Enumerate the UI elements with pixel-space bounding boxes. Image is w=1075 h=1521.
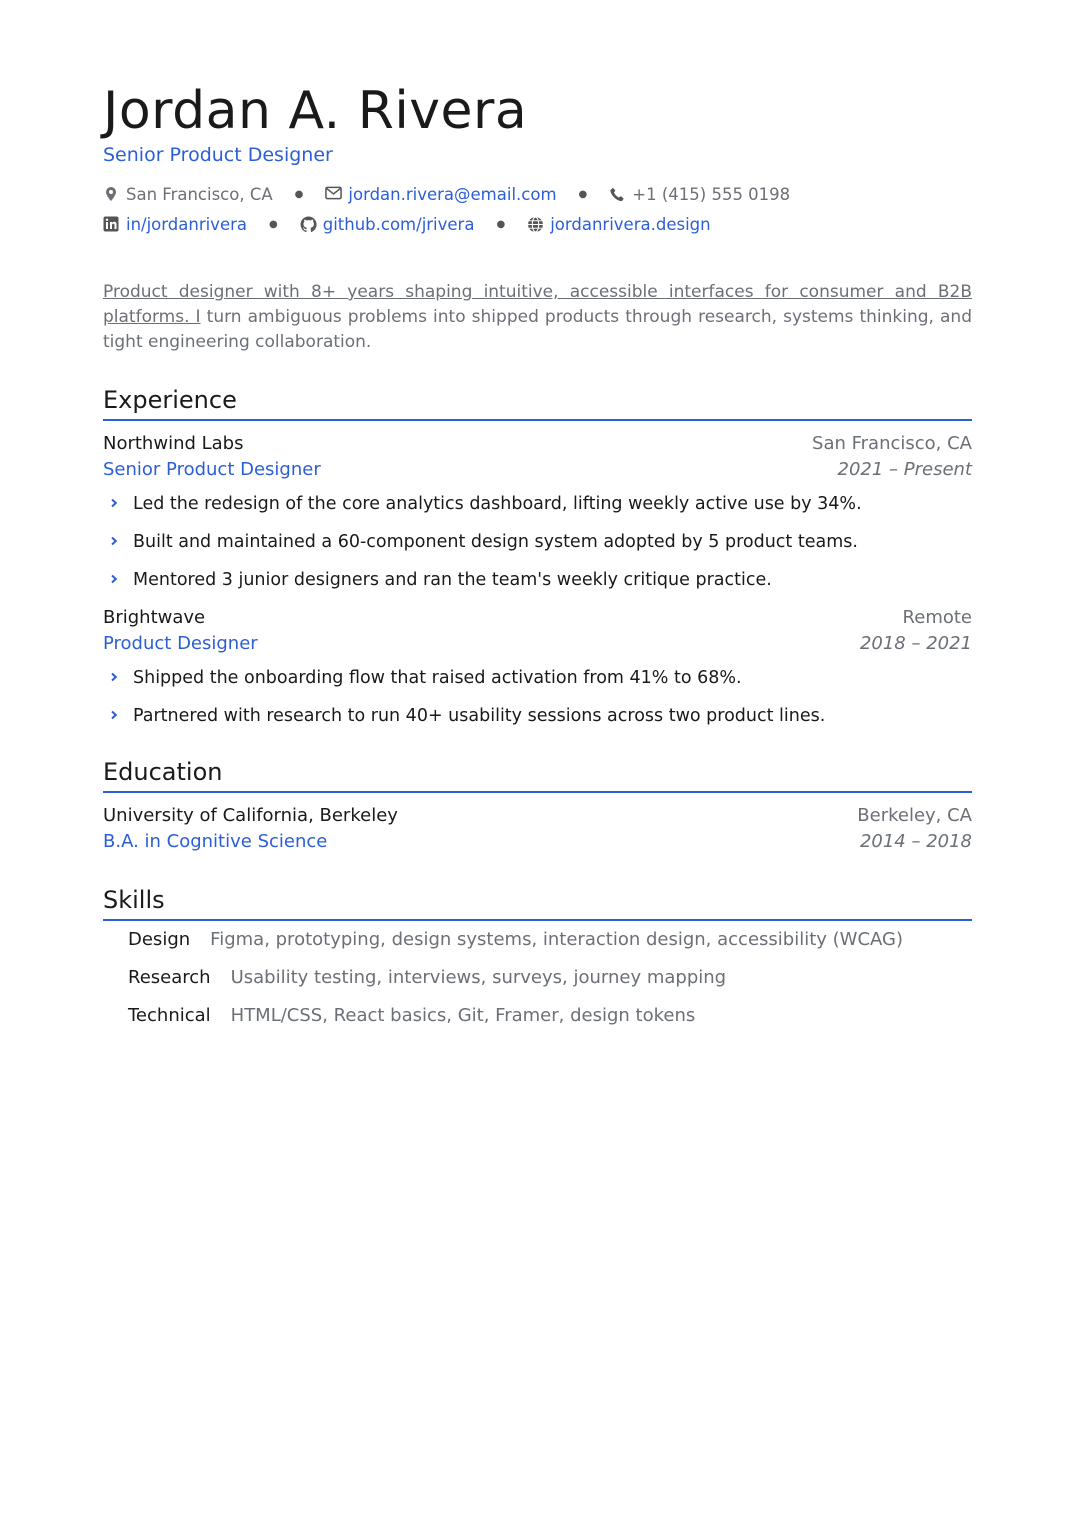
achievement-list <box>103 667 972 727</box>
candidate-name: Jordan A. Rivera <box>103 81 528 141</box>
chevron-right-icon <box>109 671 123 685</box>
achievement-list <box>103 493 972 591</box>
contact-row-links <box>103 210 972 238</box>
list-item: Led the redesign of the core analytics dashboard, lifting weekly active use by 34%. <box>103 493 972 515</box>
education-dates: 2014 – 2018 <box>859 831 972 852</box>
contact-phone <box>609 185 790 204</box>
summary-paragraph <box>103 280 972 355</box>
contact-github[interactable] <box>300 215 475 234</box>
company-name: Brightwave <box>103 607 206 628</box>
job-location: Remote <box>902 607 972 628</box>
phone-icon <box>609 186 626 203</box>
envelope-icon <box>325 186 342 203</box>
contact-location <box>103 185 273 204</box>
skill-row <box>128 927 972 953</box>
section-heading-skills: Skills <box>103 885 972 921</box>
job-dates: 2021 – Present <box>837 459 972 480</box>
contact-website[interactable] <box>527 215 710 234</box>
list-item: Mentored 3 junior designers and ran the team's weekly critique practice. <box>103 569 972 591</box>
github-link[interactable]: github.com/jrivera <box>322 214 475 234</box>
skill-category: Design <box>128 929 191 950</box>
skill-category: Research <box>128 967 211 988</box>
github-icon <box>300 216 317 233</box>
job-location: San Francisco, CA <box>812 433 972 454</box>
job-dates: 2018 – 2021 <box>859 633 972 654</box>
candidate-title: Senior Product Designer <box>103 144 333 166</box>
experience-entry <box>103 605 972 727</box>
resume-page <box>103 78 972 1029</box>
skill-row <box>128 1003 972 1029</box>
skill-items: Figma, prototyping, design systems, interaction design, accessibility (WCAG) <box>210 929 903 950</box>
contact-email[interactable] <box>325 185 556 204</box>
linkedin-icon <box>103 216 120 233</box>
skill-items: HTML/CSS, React basics, Git, Framer, design tokens <box>230 1005 696 1026</box>
job-role: Product Designer <box>103 633 258 654</box>
separator-dot: ● <box>269 218 278 230</box>
experience-entry <box>103 431 972 591</box>
chevron-right-icon <box>109 535 123 549</box>
list-item: Partnered with research to run 40+ usability sessions across two product lines. <box>103 705 972 727</box>
contact-linkedin[interactable] <box>103 215 247 234</box>
separator-dot: ● <box>578 188 588 200</box>
website-link[interactable]: jordanrivera.design <box>550 214 711 234</box>
school-location: Berkeley, CA <box>857 805 972 826</box>
email-link[interactable]: jordan.rivera@email.com <box>348 184 557 204</box>
separator-dot: ● <box>294 188 304 200</box>
chevron-right-icon <box>109 573 123 587</box>
chevron-right-icon <box>109 709 123 723</box>
globe-icon <box>527 216 544 233</box>
linkedin-link[interactable]: in/jordanrivera <box>126 214 247 234</box>
chevron-right-icon <box>109 497 123 511</box>
separator-dot: ● <box>496 218 506 230</box>
contact-row-primary <box>103 180 972 208</box>
list-item: Built and maintained a 60-component design system adopted by 5 product teams. <box>103 531 972 553</box>
skill-row <box>128 965 972 991</box>
skills-list <box>103 927 972 1029</box>
summary-line-1: Product designer with 8+ years shaping intuitive, accessible interfaces for consumer and B2B platforms. I <box>103 282 972 327</box>
list-item: Shipped the onboarding flow that raised activation from 41% to 68%. <box>103 667 972 689</box>
summary-rest: turn ambiguous problems into shipped products through research, systems thinking, and tight engineering collaboration. <box>103 307 972 352</box>
map-pin-icon <box>103 186 120 203</box>
phone-text: +1 (415) 555 0198 <box>632 184 791 204</box>
company-name: Northwind Labs <box>103 433 244 454</box>
skill-category: Technical <box>128 1005 211 1026</box>
job-role: Senior Product Designer <box>103 459 321 480</box>
education-entry <box>103 803 972 855</box>
skill-items: Usability testing, interviews, surveys, journey mapping <box>230 967 727 988</box>
section-heading-education: Education <box>103 757 972 793</box>
school-name: University of California, Berkeley <box>103 805 398 826</box>
section-heading-experience: Experience <box>103 385 972 421</box>
degree-name: B.A. in Cognitive Science <box>103 831 328 852</box>
location-text: San Francisco, CA <box>126 184 273 204</box>
